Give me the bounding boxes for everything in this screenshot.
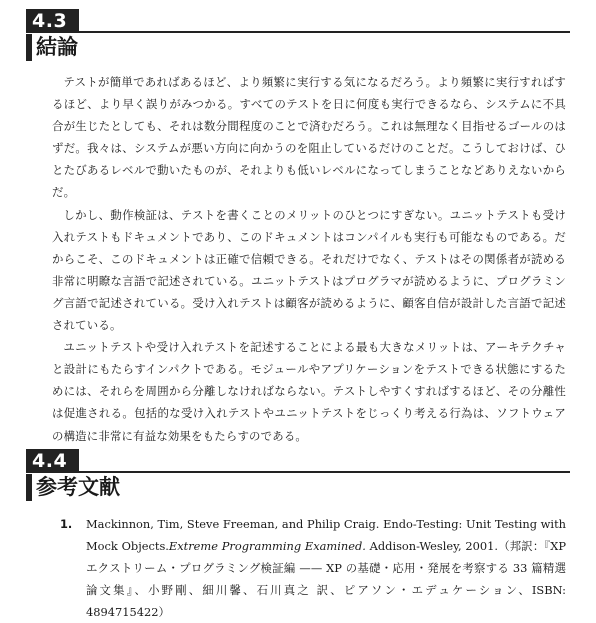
section-4-3-header (26, 9, 570, 62)
reference-body (86, 513, 566, 623)
paragraph: テストが簡単であればあるほど、より頻繁に実行する気になるだろう。より頻繁に実行すればするほど、より早く誤りがみつかる。すべてのテストを日に何度も実行できるなら、システムに不具合が生じたとしても、それは数分間程度のことで済むだろう。これは無理なく目指せるゴールのはずだ。我々は、システムが悪い方向に向かうのを阻止しているだけのことだ。こうしておけば、ひとたびあるレベルで動いたものが、それよりも低いレベルになってしまうことなどありえないからだ。 (52, 75, 566, 200)
section-title-row (26, 32, 570, 62)
section-title: 結論 (36, 35, 78, 59)
reference-title: Extreme Programming Examined. (168, 539, 366, 553)
reference-list (60, 513, 566, 623)
header-rule (26, 471, 570, 473)
section-bar (26, 474, 32, 501)
section-bar (26, 34, 32, 61)
section-number: 4.4 (26, 449, 79, 472)
reference-number: 1. (60, 517, 73, 531)
paragraph: しかし、動作検証は、テストを書くことのメリットのひとつにすぎない。ユニットテストも受け入れテストもドキュメントであり、このドキュメントはコンパイルも実行も可能なものである。だからこそ、このドキュメントは正確で信頼できる。それだけでなく、テストはその関係者が読める非常に明瞭な言語で記述されている。ユニットテストはプログラマが読めるように、プログラミング言語で記述されている。受け入れテストは顧客が読めるように、顧客自信が設計した言語で記述されている。 (52, 207, 566, 333)
header-rule (26, 31, 570, 33)
reference-authors: Mackinnon, Tim, Steve Freeman, and Philip Craig. Endo-Testing: Unit Testing with Mock Objects. (86, 517, 566, 553)
reference-item (60, 513, 566, 623)
section-title-row (26, 472, 570, 502)
section-4-3-body (52, 71, 566, 447)
section-number: 4.3 (26, 9, 79, 32)
section-4-4-header (26, 449, 570, 502)
section-title: 参考文献 (36, 475, 120, 499)
reference-details: Addison-Wesley, 2001.（邦訳：『XP エクストリーム・プログラミング検証編 —— XP の基礎・応用・発展を考察する 33 篇精選論文集』、小野剛、細川馨、石川真之 訳、ピアソン・エデュケーション、ISBN: 4894715422） (86, 539, 567, 619)
paragraph: ユニットテストや受け入れテストを記述することによる最も大きなメリットは、アーキテクチャと設計にもたらすインパクトである。モジュールやアプリケーションをテストできる状態にするためには、それらを周囲から分離しなければならない。テストしやすくすればするほど、その分離性は促進される。包括的な受け入れテストやユニットテストをじっくり考える行為は、ソフトウェアの構造に非常に有益な効果をもたらすのである。 (52, 340, 566, 443)
